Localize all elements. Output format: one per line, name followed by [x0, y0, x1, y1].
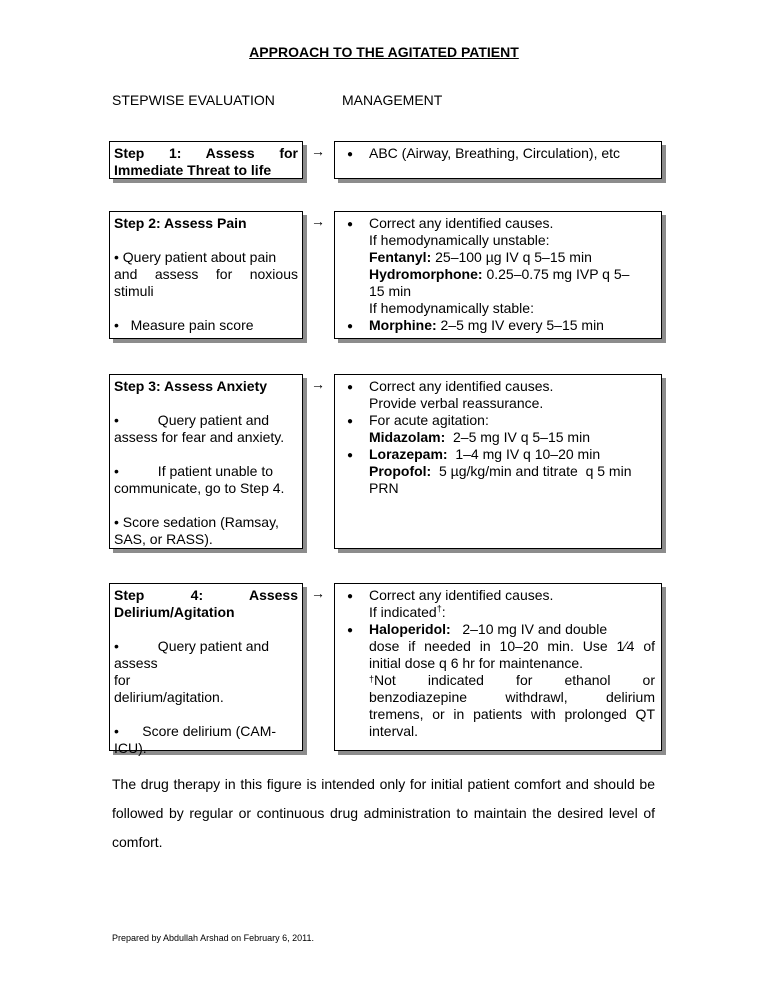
propofol-label: Propofol:	[369, 463, 432, 479]
step4-management-box	[334, 583, 662, 751]
step3-query-line2: assess for fear and anxiety.	[114, 429, 285, 445]
bullet-icon: ●	[347, 591, 354, 602]
step3-mgmt-line1: Correct any identified causes.	[369, 378, 554, 394]
step2-arrow-icon: →	[311, 213, 325, 229]
dagger-mark: †	[369, 674, 375, 684]
morphine-dose: 2–5 mg IV every 5–15 min	[436, 317, 604, 333]
lorazepam-label: Lorazepam:	[369, 446, 448, 462]
step4-score-line2: ICU).	[114, 740, 147, 756]
step4-colon: :	[441, 604, 446, 620]
step4-query-line1: • Query patient and	[114, 638, 270, 654]
step1-title-line2: Immediate Threat to life	[114, 162, 272, 178]
page-title: APPROACH TO THE AGITATED PATIENT	[249, 44, 519, 60]
step4-mgmt-line5: initial dose q 6 hr for maintenance.	[369, 655, 584, 671]
step4-box	[109, 583, 303, 756]
step4-title-line1: Step 4: Assess	[114, 587, 298, 603]
step2-box	[109, 211, 303, 339]
morphine-label: Morphine:	[369, 317, 437, 333]
step2-mgmt-line6: If hemodynamically stable:	[369, 300, 534, 316]
fentanyl-dose: 25–100 µg IV q 5–15 min	[431, 249, 592, 265]
step4-score-line1: • Score delirium (CAM-	[114, 723, 277, 739]
midazolam-dose: 2–5 mg IV q 5–15 min	[445, 429, 590, 445]
step3-mgmt-line7: PRN	[369, 480, 399, 496]
bullet-icon: ●	[347, 149, 354, 160]
step2-measure-pain: • Measure pain score	[114, 317, 254, 333]
haloperidol-dose: 2–10 mg IV and double	[450, 621, 608, 637]
step3-mgmt-line2: Provide verbal reassurance.	[369, 395, 544, 411]
step3-title: Step 3: Assess Anxiety	[114, 378, 268, 394]
step1-box	[109, 141, 303, 179]
step4-mgmt-line6: Not indicated for ethanol or	[374, 672, 655, 688]
step3-query-line1: • Query patient and	[114, 412, 270, 428]
dagger-mark: †	[436, 603, 442, 614]
footnote-paragraph: The drug therapy in this figure is intended only for initial patient comfort and should be followed by regular or continuous drug administration to maintain the desired level of comfort.	[112, 776, 655, 850]
step2-management-box	[334, 211, 662, 339]
step1-arrow-icon: →	[311, 143, 325, 159]
header-stepwise-evaluation: STEPWISE EVALUATION	[112, 92, 275, 108]
step4-mgmt-line8: tremens, or in patients with prolonged QT	[369, 706, 655, 722]
step3-unable-line2: communicate, go to Step 4.	[114, 480, 285, 496]
step1-management-text: ABC (Airway, Breathing, Circulation), etc	[369, 145, 621, 161]
fentanyl-label: Fentanyl:	[369, 249, 432, 265]
step4-title-line2: Delirium/Agitation	[114, 604, 235, 620]
step3-sedation-line2: SAS, or RASS).	[114, 531, 213, 547]
step2-mgmt-line5: 15 min	[369, 283, 412, 299]
step2-query-line3: stimuli	[114, 283, 154, 299]
step3-management-box	[334, 374, 662, 549]
propofol-dose: 5 µg/kg/min and titrate q 5 min	[431, 463, 632, 479]
step3-mgmt-line3: For acute agitation:	[369, 412, 489, 428]
midazolam-label: Midazolam:	[369, 429, 446, 445]
hydromorphone-dose: 0.25–0.75 mg IVP q 5–	[482, 266, 630, 282]
step4-mgmt-line4: dose if needed in 10–20 min. Use 1⁄4 of	[369, 638, 655, 654]
step3-box	[109, 374, 303, 549]
bullet-icon: ●	[347, 450, 354, 461]
step4-if-indicated: If indicated	[369, 604, 437, 620]
step3-arrow-icon: →	[311, 376, 325, 392]
step2-mgmt-line2: If hemodynamically unstable:	[369, 232, 550, 248]
step2-title: Step 2: Assess Pain	[114, 215, 247, 231]
step2-query-line2: and assess for noxious	[114, 266, 298, 282]
step3-unable-line1: • If patient unable to	[114, 463, 273, 479]
step4-mgmt-line9: interval.	[369, 723, 419, 739]
bullet-icon: ●	[347, 625, 354, 636]
bullet-icon: ●	[347, 219, 354, 230]
step2-mgmt-line1: Correct any identified causes.	[369, 215, 554, 231]
step4-arrow-icon: →	[311, 585, 325, 601]
step3-sedation-line1: • Score sedation (Ramsay,	[114, 514, 279, 530]
step2-query-line1: • Query patient about pain	[114, 249, 277, 265]
step4-mgmt-line7: benzodiazepine withdrawl, delirium	[369, 689, 655, 705]
lorazepam-dose: 1–4 mg IV q 10–20 min	[447, 446, 601, 462]
bullet-icon: ●	[347, 382, 354, 393]
hydromorphone-label: Hydromorphone:	[369, 266, 483, 282]
step1-title-line1: Step 1: Assess for	[114, 145, 298, 161]
header-management: MANAGEMENT	[342, 92, 443, 108]
bullet-icon: ●	[347, 416, 354, 427]
prepared-by: Prepared by Abdullah Arshad on February 6, 2011.	[112, 933, 314, 943]
step4-query-line3: delirium/agitation.	[114, 689, 224, 705]
haloperidol-label: Haloperidol:	[369, 621, 451, 637]
step1-management-box	[334, 141, 662, 179]
step4-query-line2: assess for	[114, 655, 158, 688]
bullet-icon: ●	[347, 321, 354, 332]
step4-mgmt-line1: Correct any identified causes.	[369, 587, 554, 603]
